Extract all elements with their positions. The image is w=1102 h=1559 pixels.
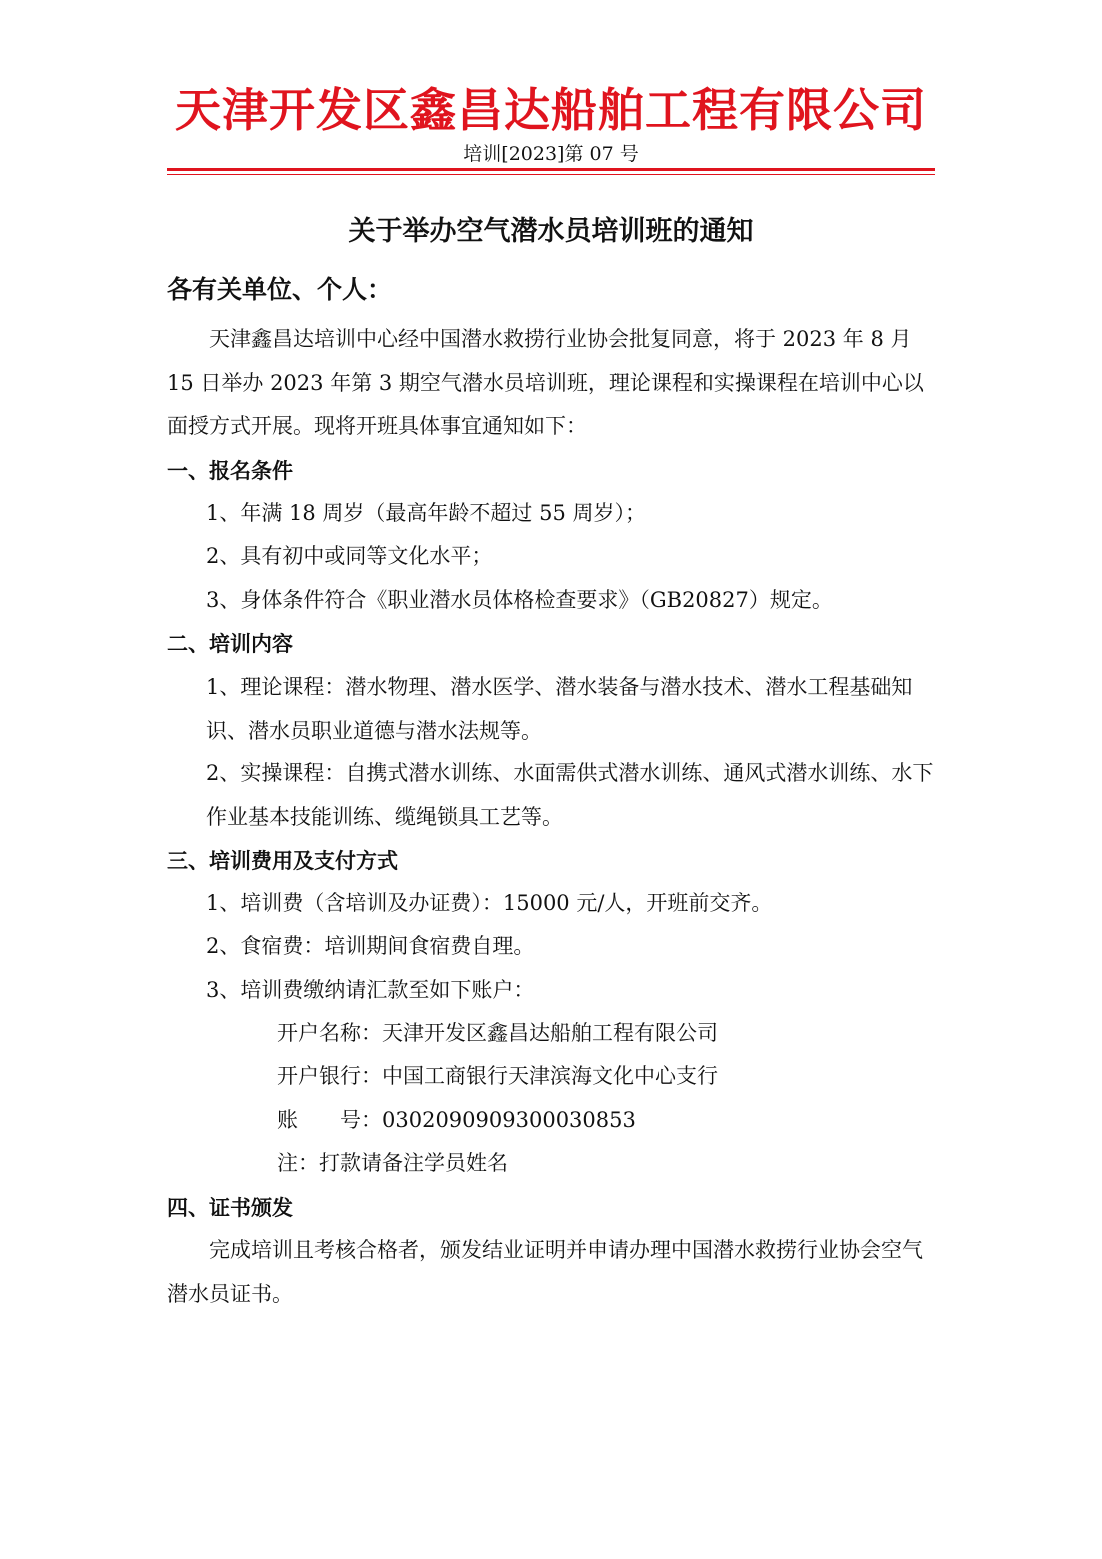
account-number: 0302090909300030853 [382,1108,636,1132]
account-name: 开户名称：天津开发区鑫昌达船舶工程有限公司 [277,1021,718,1045]
section-heading-content: 二、培训内容 [167,631,293,656]
fee-item-2: 2、食宿费：培训期间食宿费自理。 [206,934,535,958]
section-heading-certificate: 四、证书颁发 [167,1195,293,1220]
content-item-theory: 1、理论课程：潜水物理、潜水医学、潜水装备与潜水技术、潜水工程基础知识、潜水员职业道德与潜水法规等。 [206,675,913,743]
account-number-label: 账 号： [277,1108,382,1132]
account-bank: 开户银行：中国工商银行天津滨海文化中心支行 [277,1064,718,1088]
company-name: 天津开发区鑫昌达船舶工程有限公司 [175,83,927,137]
registration-item-3: 3、身体条件符合《职业潜水员体格检查要求》（GB20827）规定。 [206,588,833,612]
fee-item-1: 1、培训费（含培训及办证费）：15000 元/人，开班前交齐。 [206,891,773,915]
notice-title: 关于举办空气潜水员培训班的通知 [348,216,754,247]
header-rule-thin [167,174,935,175]
content-item-practice: 2、实操课程：自携式潜水训练、水面需供式潜水训练、通风式潜水训练、水下作业基本技能训练、缆绳锁具工艺等。 [206,761,934,829]
account-note: 注：打款请备注学员姓名 [277,1151,508,1175]
document-number: 培训[2023]第 07 号 [463,143,639,165]
section-heading-registration: 一、报名条件 [167,458,293,483]
section-heading-fees: 三、培训费用及支付方式 [167,848,398,873]
salutation: 各有关单位、个人： [167,275,393,304]
account-number-line [277,1099,636,1142]
intro-paragraph: 天津鑫昌达培训中心经中国潜水救捞行业协会批复同意，将于 2023 年 8 月 15 日举办 2023 年第 3 期空气潜水员培训班，理论课程和实操课程在培训中心以面授方式开展。现将开班具体事宜通知如下： [167,327,924,438]
registration-item-2: 2、具有初中或同等文化水平； [206,544,493,568]
certificate-paragraph: 完成培训且考核合格者，颁发结业证明并申请办理中国潜水救捞行业协会空气潜水员证书。 [167,1238,923,1306]
registration-item-1: 1、年满 18 周岁（最高年龄不超过 55 周岁）； [206,501,647,525]
fee-item-3: 3、培训费缴纳请汇款至如下账户： [206,978,535,1002]
header-rule-thick [167,168,935,171]
